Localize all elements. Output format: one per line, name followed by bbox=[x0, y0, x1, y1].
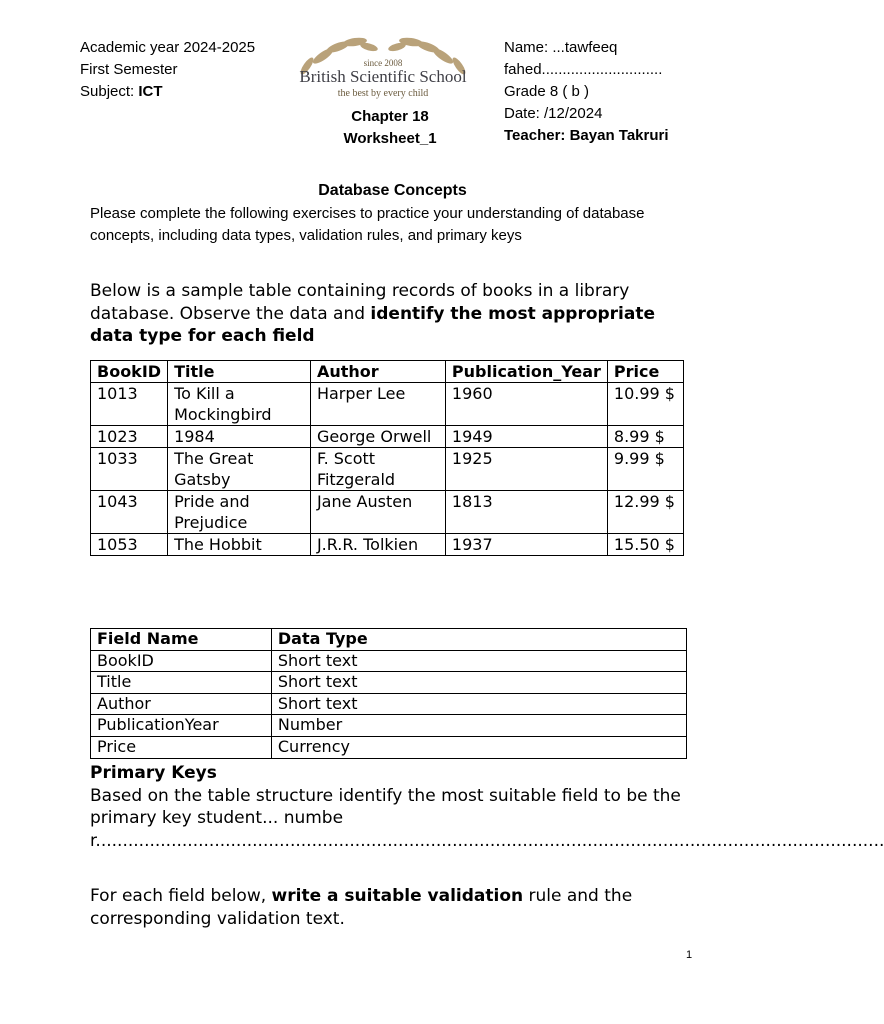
page-number: 1 bbox=[686, 949, 693, 961]
cell: Pride and Prejudice bbox=[168, 491, 311, 534]
cell: 1925 bbox=[445, 448, 607, 491]
header-data-type: Data Type bbox=[271, 629, 686, 651]
answer-cell[interactable]: Number bbox=[271, 715, 686, 737]
cell: 1960 bbox=[445, 383, 607, 426]
table-row bbox=[91, 448, 684, 491]
header-left-block bbox=[80, 37, 255, 103]
cell: The Hobbit bbox=[168, 534, 311, 556]
header-right-block bbox=[504, 37, 704, 147]
document-title: Database Concepts bbox=[318, 182, 467, 199]
table-row bbox=[91, 672, 687, 694]
semester: First Semester bbox=[80, 61, 178, 78]
cell: To Kill a Mockingbird bbox=[168, 383, 311, 426]
cell: 1937 bbox=[445, 534, 607, 556]
table-row bbox=[91, 715, 687, 737]
cell: The Great Gatsby bbox=[168, 448, 311, 491]
cell: 1033 bbox=[91, 448, 168, 491]
answer-cell[interactable]: Currency bbox=[271, 736, 686, 758]
cell: 8.99 $ bbox=[607, 426, 683, 448]
validation-text: For each field below, bbox=[90, 886, 272, 906]
cell: 1813 bbox=[445, 491, 607, 534]
table-header-row bbox=[91, 629, 687, 651]
answer-cell[interactable]: Short text bbox=[271, 693, 686, 715]
grade: Grade 8 ( b ) bbox=[504, 83, 590, 100]
table-row bbox=[91, 650, 687, 672]
cell: Author bbox=[91, 693, 272, 715]
subject-label: Subject: bbox=[80, 83, 139, 100]
student-name-line2: fahed............................. bbox=[504, 61, 663, 78]
table-header-row bbox=[91, 361, 684, 383]
cell: 10.99 $ bbox=[607, 383, 683, 426]
header-bookid: BookID bbox=[91, 361, 168, 383]
primary-keys-question: Based on the table structure identify the most suitable field to be the primary key student... number.................................................................................................................................................. bbox=[90, 785, 884, 851]
header-title: Title bbox=[168, 361, 311, 383]
date: Date: /12/2024 bbox=[504, 105, 603, 122]
header-publication-year: Publication_Year bbox=[445, 361, 607, 383]
instructions-bold: identify the most appropriate data type for each field bbox=[90, 303, 656, 346]
table-row bbox=[91, 426, 684, 448]
cell: 1984 bbox=[168, 426, 311, 448]
logo-school-name: British Scientific School bbox=[299, 67, 467, 86]
cell: 1949 bbox=[445, 426, 607, 448]
instructions-paragraph bbox=[90, 280, 690, 348]
validation-bold: write a suitable validation bbox=[271, 886, 524, 906]
table-row bbox=[91, 534, 684, 556]
header-field-name: Field Name bbox=[91, 629, 272, 651]
cell: 15.50 $ bbox=[607, 534, 683, 556]
cell: J.R.R. Tolkien bbox=[310, 534, 445, 556]
header-price: Price bbox=[607, 361, 683, 383]
answer-cell[interactable]: Short text bbox=[271, 672, 686, 694]
cell: Harper Lee bbox=[310, 383, 445, 426]
intro-paragraph: Please complete the following exercises to practice your understanding of database concepts, including data types, validation rules, and primary keys bbox=[90, 205, 645, 244]
student-name-line1: Name: ...tawfeeq bbox=[504, 39, 618, 56]
cell: George Orwell bbox=[310, 426, 445, 448]
cell: 1023 bbox=[91, 426, 168, 448]
validation-paragraph bbox=[90, 885, 690, 930]
chapter-block bbox=[320, 106, 460, 150]
primary-keys-heading: Primary Keys bbox=[90, 763, 217, 783]
worksheet-title: Worksheet_1 bbox=[343, 130, 437, 147]
cell: BookID bbox=[91, 650, 272, 672]
table-row bbox=[91, 736, 687, 758]
table-row bbox=[91, 491, 684, 534]
cell: 1013 bbox=[91, 383, 168, 426]
validation-text-end: rule and the corresponding validation text. bbox=[90, 886, 633, 929]
cell: PublicationYear bbox=[91, 715, 272, 737]
cell: 9.99 $ bbox=[607, 448, 683, 491]
answer-cell[interactable]: Short text bbox=[271, 650, 686, 672]
subject-line bbox=[80, 81, 255, 103]
header-author: Author bbox=[310, 361, 445, 383]
subject-value: ICT bbox=[138, 83, 163, 100]
table-row bbox=[91, 383, 684, 426]
data-types-table bbox=[90, 628, 687, 759]
academic-year: Academic year 2024-2025 bbox=[80, 39, 256, 56]
cell: Jane Austen bbox=[310, 491, 445, 534]
cell: Price bbox=[91, 736, 272, 758]
cell: 1053 bbox=[91, 534, 168, 556]
cell: Title bbox=[91, 672, 272, 694]
primary-keys-section bbox=[90, 762, 884, 852]
logo-motto: the best by every child bbox=[337, 88, 429, 99]
table-row bbox=[91, 693, 687, 715]
teacher: Teacher: Bayan Takruri bbox=[504, 127, 669, 144]
cell: 12.99 $ bbox=[607, 491, 683, 534]
cell: 1043 bbox=[91, 491, 168, 534]
chapter-title: Chapter 18 bbox=[351, 108, 429, 125]
books-table bbox=[90, 360, 684, 556]
school-logo bbox=[293, 34, 473, 104]
cell: F. Scott Fitzgerald bbox=[310, 448, 445, 491]
logo-since: since 2008 bbox=[363, 58, 403, 68]
instructions-text: Below is a sample table containing records of books in a library database. Observe the data and bbox=[90, 281, 630, 324]
